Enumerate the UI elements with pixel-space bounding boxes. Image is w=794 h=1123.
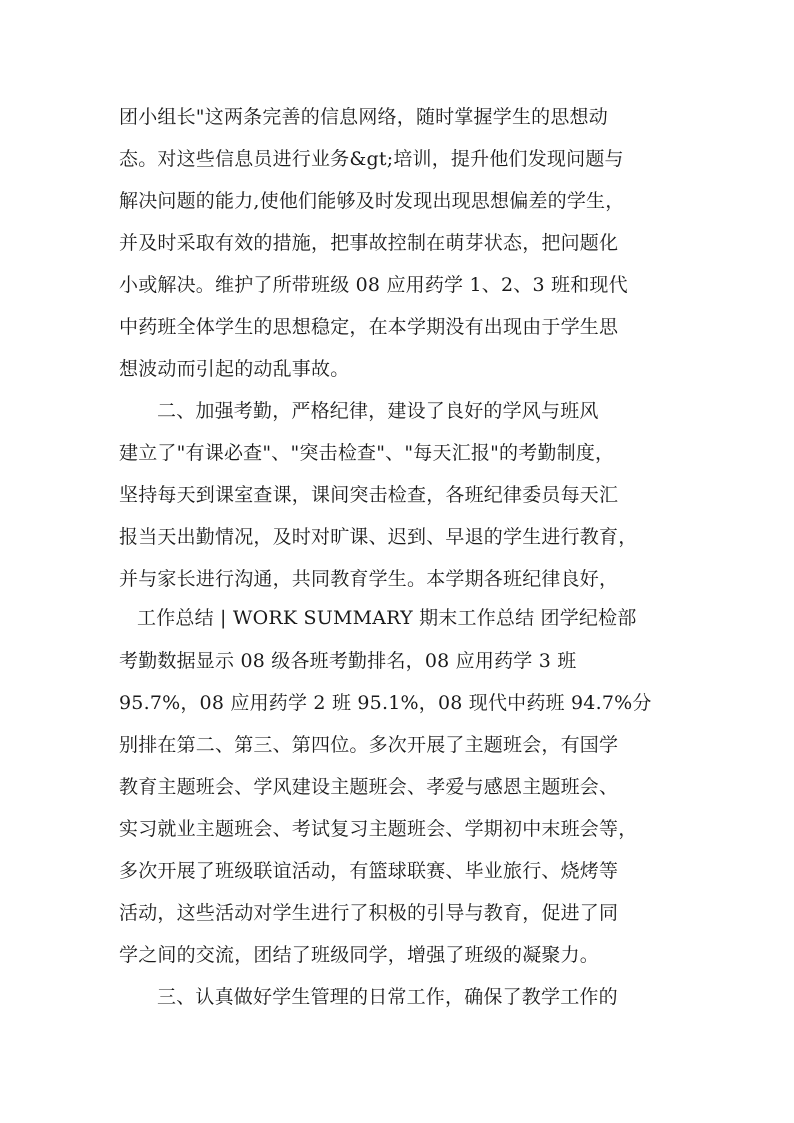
body-line-9: 建立了"有课必查"、"突击检查"、"每天汇报"的考勤制度， [119, 442, 615, 464]
body-line-11: 报当天出勤情况，及时对旷课、迟到、早退的学生进行教育， [119, 526, 638, 548]
body-line-2: 态。对这些信息员进行业务&gt;培训，提升他们发现问题与 [119, 148, 624, 170]
body-line-7: 想波动而引起的动乱事故。 [119, 358, 350, 380]
section-heading-2: 二、加强考勤，严格纪律，建设了良好的学风与班风 [157, 400, 599, 422]
running-header: 工作总结 | WORK SUMMARY 期末工作总结 团学纪检部 [137, 607, 637, 629]
body-line-19: 多次开展了班级联谊活动，有篮球联赛、毕业旅行、烧烤等 [119, 860, 619, 882]
body-line-17: 教育主题班会、学风建设主题班会、孝爱与感恩主题班会、 [119, 776, 619, 798]
body-line-12: 并与家长进行沟通，共同教育学生。本学期各班纪律良好， [119, 568, 619, 590]
body-line-5: 小或解决。维护了所带班级 08 应用药学 1、2、3 班和现代 [119, 274, 628, 296]
body-line-20: 活动，这些活动对学生进行了积极的引导与教育，促进了同 [119, 902, 619, 924]
body-line-18: 实习就业主题班会、考试复习主题班会、学期初中末班会等， [119, 818, 638, 840]
body-line-21: 学之间的交流，团结了班级同学，增强了班级的凝聚力。 [119, 944, 600, 966]
body-line-16: 别排在第二、第三、第四位。多次开展了主题班会，有国学 [119, 734, 619, 756]
body-line-3: 解决问题的能力,使他们能够及时发现出现思想偏差的学生， [119, 190, 625, 212]
body-line-15: 95.7%，08 应用药学 2 班 95.1%，08 现代中药班 94.7%分 [119, 692, 652, 714]
section-heading-3: 三、认真做好学生管理的日常工作，确保了教学工作的 [157, 986, 618, 1008]
body-line-14: 考勤数据显示 08 级各班考勤排名，08 应用药学 3 班 [119, 650, 577, 672]
body-line-1: 团小组长"这两条完善的信息网络，随时掌握学生的思想动 [119, 106, 608, 128]
body-line-10: 坚持每天到课室查课，课间突击检查，各班纪律委员每天汇 [119, 484, 619, 506]
body-line-6: 中药班全体学生的思想稳定，在本学期没有出现由于学生思 [119, 316, 619, 338]
body-line-4: 并及时采取有效的措施，把事故控制在萌芽状态，把问题化 [119, 232, 619, 254]
